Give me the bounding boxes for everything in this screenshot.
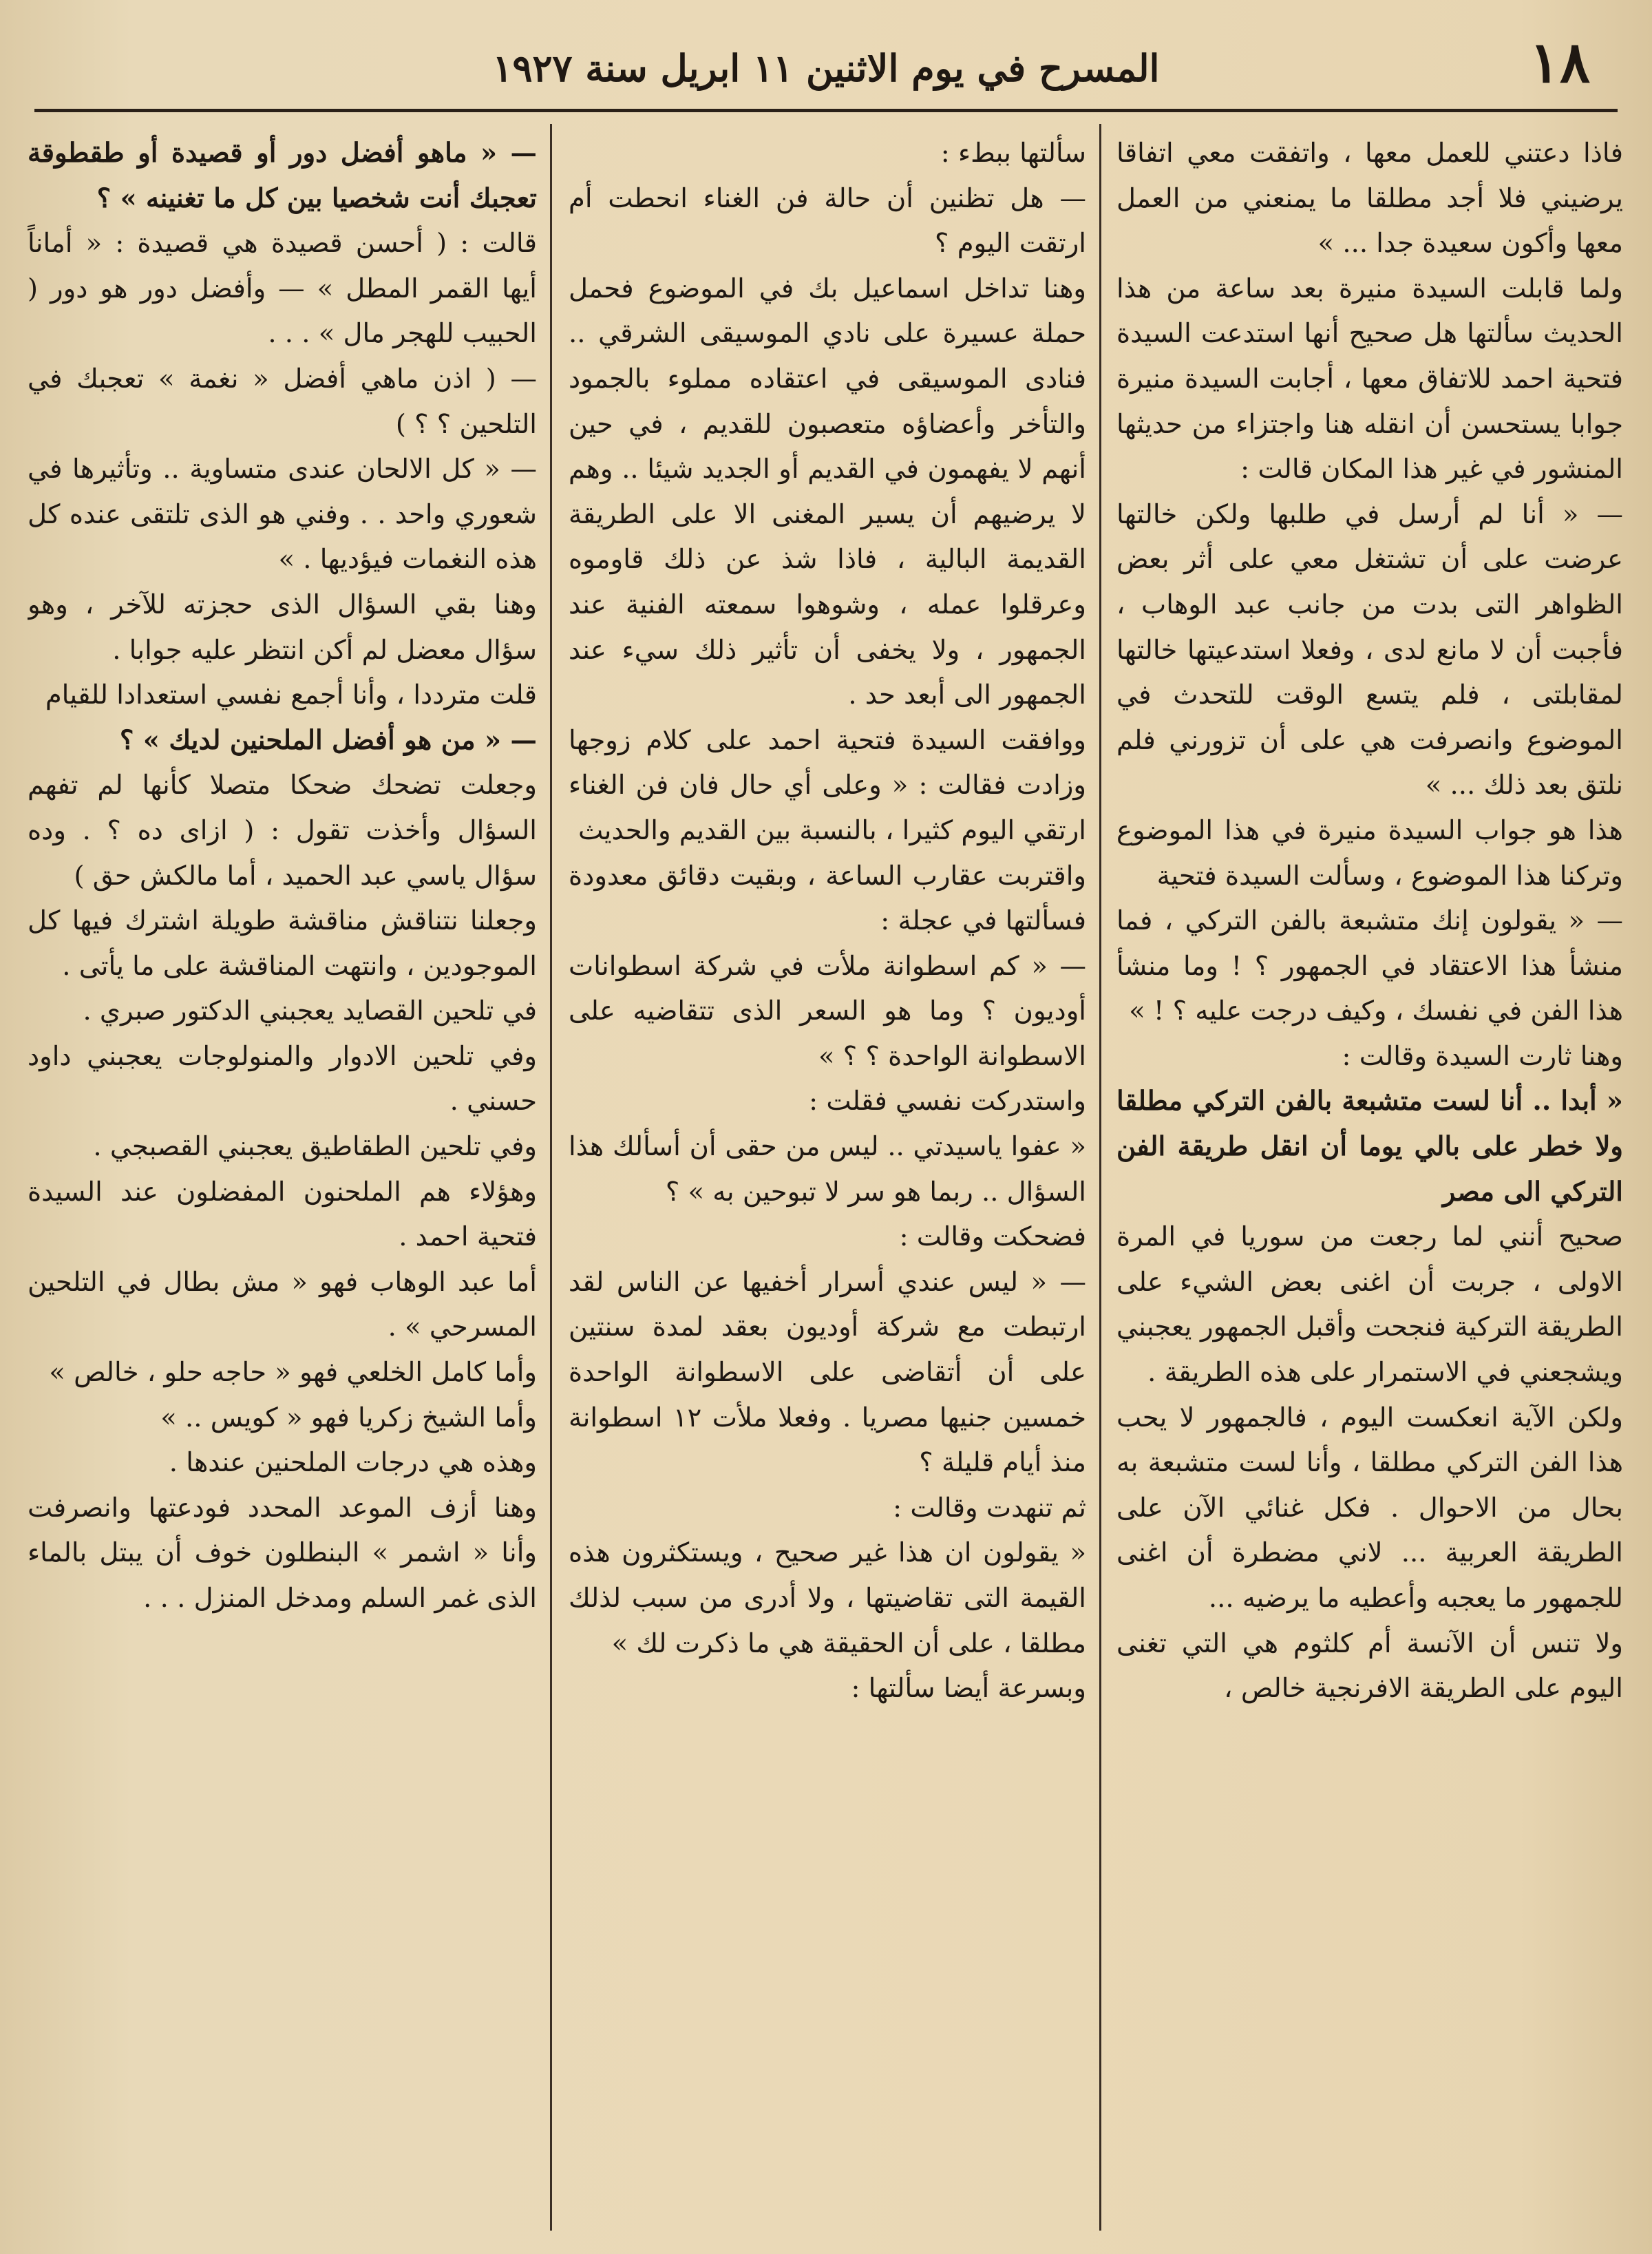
paragraph: وجعلنا نتناقش مناقشة طويلة اشترك فيها كل الموجودين ، وانتهت المناقشة على ما يأتى . <box>28 905 537 982</box>
page-header <box>41 21 1611 103</box>
column-left <box>28 131 537 2224</box>
paragraph: — « أنا لم أرسل في طلبها ولكن خالتها عرضت على أن تشتغل معي على أثر بعض الظواهر التى بدت من جانب عبد الوهاب ، فأجبت أن لا مانع لدى ، وفعلا استدعيتها خالتها لمقابلتى ، فلم يتسع الوقت للتحدث في الموضوع وانصرفت هي على أن تزورني فلم نلتق بعد ذلك ... » <box>1116 498 1623 801</box>
paragraph: « يقولون ان هذا غير صحيح ، ويستكثرون هذه القيمة التى تقاضيتها ، ولا أدرى من سبب لذلك مطلقا ، على أن الحقيقة هي ما ذكرت لك » <box>569 1537 1086 1659</box>
paragraph: — هل تظنين أن حالة فن الغناء انحطت أم ارتقت اليوم ؟ <box>569 182 1086 260</box>
paragraph: وأما كامل الخلعي فهو « حاجه حلو ، خالص » <box>49 1357 537 1389</box>
paragraph: سألتها ببطء : <box>940 138 1086 169</box>
paragraph: وفي تلحين الادوار والمنولوجات يعجبني داود حسني . <box>28 1040 537 1117</box>
paragraph: وهذه هي درجات الملحنين عندها . <box>169 1447 537 1479</box>
paragraph: ثم تنهدت وقالت : <box>893 1492 1086 1524</box>
paragraph: وأما الشيخ زكريا فهو « كويس .. » <box>160 1402 537 1433</box>
paragraph: في تلحين القصايد يعجبني الدكتور صبري . <box>83 996 537 1027</box>
paragraph: هذا هو جواب السيدة منيرة في هذا الموضوع وتركنا هذا الموضوع ، وسألت السيدة فتحية <box>1116 814 1623 892</box>
paragraph: وهنا بقي السؤال الذى حجزته للآخر ، وهو سؤال معضل لم أكن انتظر عليه جوابا . <box>28 589 537 666</box>
paragraph: واستدركت نفسي فقلت : <box>809 1086 1086 1117</box>
paragraph: — « ليس عندي أسرار أخفيها عن الناس لقد ارتبطت مع شركة أوديون بعقد لمدة سنتين على أن أتقاضى على الاسطوانة الواحدة خمسين جنيها مصريا . وفعلا ملأت ١٢ اسطوانة منذ أيام قليلة ؟ <box>569 1266 1086 1479</box>
paragraph: ووافقت السيدة فتحية احمد على كلام زوجها وزادت فقالت : « وعلى أي حال فان فن الغناء ارتقي اليوم كثيرا ، بالنسبة بين القديم والحديث <box>569 724 1086 846</box>
paragraph: واقتربت عقارب الساعة ، وبقيت دقائق معدودة فسألتها في عجلة : <box>569 860 1086 937</box>
paragraph: ولما قابلت السيدة منيرة بعد ساعة من هذا الحديث سألتها هل صحيح أنها استدعت السيدة فتحية احمد للاتفاق معها ، أجابت السيدة منيرة جوابا يستحسن أن انقله هنا واجتزاء من حديثها المنشور في غير هذا المكان قالت : <box>1116 273 1623 485</box>
column-middle <box>569 131 1086 2224</box>
column-right <box>1116 131 1623 2224</box>
paragraph: « عفوا ياسيدتي .. ليس من حقى أن أسألك هذا السؤال .. ربما هو سر لا تبوحين به » ؟ <box>569 1131 1086 1208</box>
paragraph: وفي تلحين الطقاطيق يعجبني القصبجي . <box>93 1131 537 1163</box>
paragraph: وهنا أزف الموعد المحدد فودعتها وانصرفت وأنا « اشمر » البنطلون خوف أن يبتل بالماء الذى غمر السلم ومدخل المنزل . . . <box>28 1492 537 1614</box>
paragraph: قالت : ( أحسن قصيدة هي قصيدة : « أماناً أيها القمر المطل » — وأفضل دور هو دور ( الحبيب للهجر مال » . . . <box>28 228 537 350</box>
paragraph: فاذا دعتني للعمل معها ، واتفقت معي اتفاقا يرضيني فلا أجد مطلقا ما يمنعني من العمل معها وأكون سعيدة جدا ... » <box>1116 138 1623 260</box>
column-divider <box>550 124 552 2231</box>
running-title: المسرح في يوم الاثنين ١١ ابريل سنة ١٩٢٧ <box>492 46 1160 90</box>
column-divider <box>1099 124 1101 2231</box>
paragraph: فضحكت وقالت : <box>899 1221 1086 1253</box>
paragraph: وهنا تداخل اسماعيل بك في الموضوع فحمل حملة عسيرة على نادي الموسيقى الشرقي .. فنادى الموسيقى في اعتقاده مملوء بالجمود والتأخر وأعضاؤه متعصبون للقديم ، في حين أنهم لا يفهمون في القديم أو الجديد شيئا .. وهم لا يرضيهم أن يسير المغنى الا على الطريقة القديمة البالية ، فاذا شذ عن ذلك قاوموه وعرقلوا عمله ، وشوهوا سمعته الفنية عند الجمهور ، ولا يخفى أن تأثير ذلك سيء عند الجمهور الى أبعد حد . <box>569 273 1086 711</box>
paragraph: — « يقولون إنك متشبعة بالفن التركي ، فما منشأ هذا الاعتقاد في الجمهور ؟ ! وما منشأ هذا الفن في نفسك ، وكيف درجت عليه ؟ ! » <box>1116 905 1623 1027</box>
paragraph: وجعلت تضحك ضحكا متصلا كأنها لم تفهم السؤال وأخذت تقول : ( ازاى ده ؟ . وده سؤال ياسي عبد الحميد ، أما مالكش حق ) <box>28 770 537 892</box>
paragraph: ولكن الآية انعكست اليوم ، فالجمهور لا يحب هذا الفن التركي مطلقا ، وأنا لست متشبعة به بحال من الاحوال . فكل غنائي الآن على الطريقة العربية ... لاني مضطرة أن اغنى للجمهور ما يعجبه وأعطيه ما يرضيه ... <box>1116 1402 1623 1614</box>
paragraph: أما عبد الوهاب فهو « مش بطال في التلحين المسرحي » . <box>28 1266 537 1343</box>
paragraph: وهنا ثارت السيدة وقالت : <box>1342 1040 1623 1072</box>
paragraph: — ( اذن ماهي أفضل « نغمة » تعجبك في التلحين ؟ ؟ ) <box>28 363 537 440</box>
paragraph: وبسرعة أيضا سألتها : <box>851 1673 1086 1705</box>
paragraph: — « كم اسطوانة ملأت في شركة اسطوانات أوديون ؟ وما هو السعر الذى تتقاضيه على الاسطوانة الواحدة ؟ ؟ » <box>569 950 1086 1072</box>
paragraph: — « ماهو أفضل دور أو قصيدة أو طقطوقة تعجبك أنت شخصيا بين كل ما تغنينه » ؟ <box>28 138 537 214</box>
paragraph: — « من هو أفضل الملحنين لديك » ؟ <box>120 724 537 756</box>
paragraph: ولا تنس أن الآنسة أم كلثوم هي التي تغنى اليوم على الطريقة الافرنجية خالص ، <box>1116 1628 1623 1705</box>
paragraph: « أبدا .. أنا لست متشبعة بالفن التركي مطلقا ولا خطر على بالي يوما أن انقل طريقة الفن التركي الى مصر <box>1116 1086 1623 1208</box>
paragraph: صحيح أنني لما رجعت من سوريا في المرة الاولى ، جربت أن اغنى بعض الشيء على الطريقة التركية فنجحت وأقبل الجمهور يعجبني ويشجعني في الاستمرار على هذه الطريقة . <box>1116 1221 1623 1389</box>
header-rule <box>34 109 1618 112</box>
paragraph: قلت مترددا ، وأنا أجمع نفسي استعدادا للقيام <box>45 680 537 711</box>
paragraph: وهؤلاء هم الملحنون المفضلون عند السيدة فتحية احمد . <box>28 1176 537 1253</box>
paragraph: — « كل الالحان عندى متساوية .. وتأثيرها في شعوري واحد . . وفني هو الذى تلتقى عنده كل هذه النغمات فيؤديها . » <box>28 454 537 576</box>
page-number: ١٨ <box>1529 30 1590 96</box>
